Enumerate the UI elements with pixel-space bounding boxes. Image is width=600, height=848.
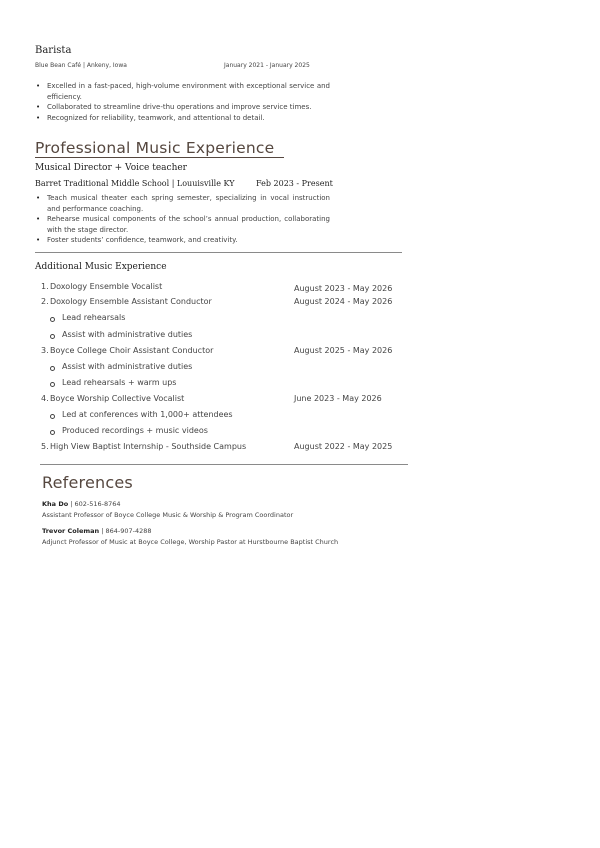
list-item-dates: August 2024 - May 2026 bbox=[294, 297, 393, 306]
sub-list-item-label: Lead rehearsals bbox=[62, 313, 126, 322]
sub-list-item-label: Led at conferences with 1,000+ attendees bbox=[62, 410, 233, 419]
list-item-number: 5. bbox=[41, 442, 49, 451]
section-heading-references: References bbox=[42, 473, 133, 492]
sub-list-item-label: Assist with administrative duties bbox=[62, 330, 193, 339]
reference-name: Trevor Coleman bbox=[42, 527, 100, 535]
musical-director-bullet-list bbox=[35, 193, 330, 246]
reference-name-line: Kha Do | 602-516-8764 bbox=[42, 500, 121, 508]
bullet-item: • Foster students’ confidence, teamwork, and creativity. bbox=[47, 235, 330, 246]
bullet-item: • Rehearse musical components of the school’s annual production, collaborating with the stage director. bbox=[47, 214, 330, 235]
list-item-label: Boyce College Choir Assistant Conductor bbox=[50, 346, 214, 355]
list-item-label: High View Baptist Internship - Southside Campus bbox=[50, 442, 247, 451]
reference-role: Adjunct Professor of Music at Boyce College, Worship Pastor at Hurstbourne Baptist Church bbox=[42, 538, 339, 546]
list-item-label: Doxology Ensemble Vocalist bbox=[50, 282, 163, 291]
barista-employer-location: Blue Bean Café | Ankeny, Iowa bbox=[35, 62, 127, 69]
circle-bullet-icon bbox=[50, 430, 55, 435]
section-divider bbox=[35, 252, 402, 253]
bullet-item: • Collaborated to streamline drive-thu operations and improve service times. bbox=[47, 102, 330, 113]
circle-bullet-icon bbox=[50, 317, 55, 322]
barista-bullet-list bbox=[35, 81, 330, 123]
list-item-number: 1. bbox=[41, 282, 49, 291]
list-item-dates: August 2022 - May 2025 bbox=[294, 442, 393, 451]
barista-dates: January 2021 - January 2025 bbox=[224, 62, 310, 69]
list-item-number: 3. bbox=[41, 346, 49, 355]
reference-name-line: Trevor Coleman | 864-907-4288 bbox=[42, 527, 152, 535]
section-divider bbox=[40, 464, 408, 465]
list-item-number: 4. bbox=[41, 394, 49, 403]
list-item-label: Doxology Ensemble Assistant Conductor bbox=[50, 297, 212, 306]
section-heading-professional-music: Professional Music Experience bbox=[35, 139, 275, 157]
list-item-dates: June 2023 - May 2026 bbox=[294, 394, 382, 403]
heading-underline bbox=[35, 157, 284, 158]
reference-phone: 602-516-8764 bbox=[74, 500, 121, 508]
sub-list-item-label: Produced recordings + music videos bbox=[62, 426, 208, 435]
circle-bullet-icon bbox=[50, 334, 55, 339]
list-item-label: Boyce Worship Collective Vocalist bbox=[50, 394, 185, 403]
bullet-item: • Excelled in a fast-paced, high-volume environment with exceptional service and efficiency. bbox=[47, 81, 330, 102]
musical-director-role: Musical Director + Voice teacher bbox=[35, 163, 187, 173]
musical-director-dates: Feb 2023 - Present bbox=[256, 179, 333, 188]
list-item-dates: August 2025 - May 2026 bbox=[294, 346, 393, 355]
sub-list-item-label: Lead rehearsals + warm ups bbox=[62, 378, 177, 387]
bullet-item: • Teach musical theater each spring semester, specializing in vocal instruction and performance coaching. bbox=[47, 193, 330, 214]
reference-role: Assistant Professor of Boyce College Music & Worship & Program Coordinator bbox=[42, 511, 294, 519]
circle-bullet-icon bbox=[50, 366, 55, 371]
reference-phone: 864-907-4288 bbox=[105, 527, 152, 535]
list-item-number: 2. bbox=[41, 297, 49, 306]
bullet-item: • Recognized for reliability, teamwork, and attentional to detail. bbox=[47, 113, 330, 124]
musical-director-employer: Barret Traditional Middle School | Louuisville KY bbox=[35, 179, 235, 188]
reference-name: Kha Do bbox=[42, 500, 69, 508]
circle-bullet-icon bbox=[50, 382, 55, 387]
sub-list-item-label: Assist with administrative duties bbox=[62, 362, 193, 371]
circle-bullet-icon bbox=[50, 414, 55, 419]
barista-job-title: Barista bbox=[35, 45, 72, 56]
additional-experience-heading: Additional Music Experience bbox=[35, 262, 167, 272]
list-item-dates: August 2023 - May 2026 bbox=[294, 284, 393, 293]
